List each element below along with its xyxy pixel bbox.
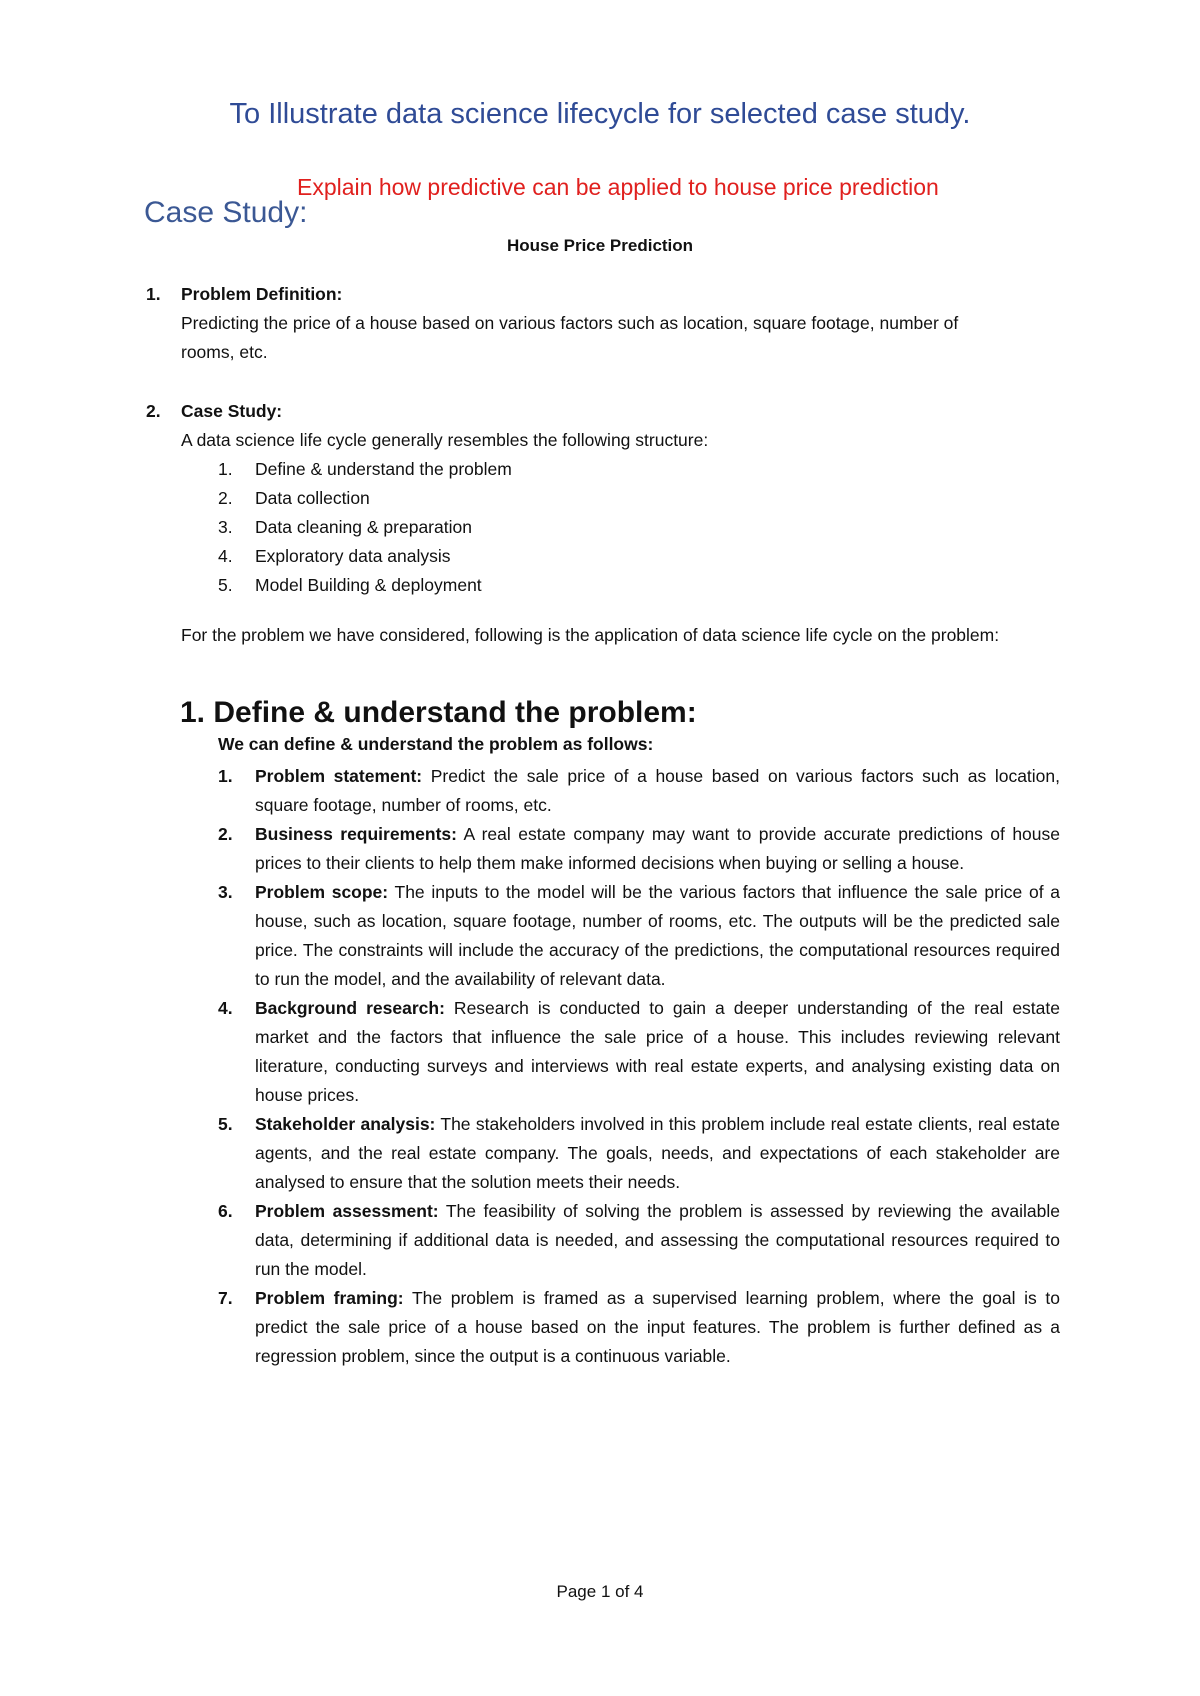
list-item: [218, 1197, 1060, 1284]
list-item: [218, 820, 1060, 878]
point-label: Problem scope:: [255, 882, 389, 902]
item-heading: Problem Definition:: [181, 284, 343, 304]
list-item: [218, 994, 1060, 1110]
case-study-heading: Case Study:: [144, 196, 308, 229]
section-intro: We can define & understand the problem as follows:: [218, 734, 654, 754]
list-label: Define & understand the problem: [255, 459, 512, 479]
instruction-note: Explain how predictive can be applied to house price prediction: [297, 174, 939, 200]
item-text: Predicting the price of a house based on various factors such as location, square footage, number of rooms, etc.: [181, 313, 959, 362]
list-number: 7.: [218, 1288, 233, 1308]
list-number: 1.: [218, 459, 233, 479]
point-label: Background research:: [255, 998, 445, 1018]
case-study-subtitle: House Price Prediction: [506, 236, 694, 255]
item-text: A data science life cycle generally resembles the following structure:: [181, 430, 709, 450]
list-label: Data collection: [255, 488, 370, 508]
item-heading: Case Study:: [181, 401, 283, 421]
point-text: The feasibility of solving the problem is assessed by reviewing the available data, determining if additional data is needed, and assessing the computational resources required to run the model.: [255, 1201, 1061, 1279]
list-number: 3.: [218, 517, 233, 537]
point-label: Problem framing:: [255, 1288, 404, 1308]
point-label: Problem statement:: [255, 766, 423, 786]
item-number: 2.: [146, 401, 161, 421]
list-number: 2.: [218, 824, 233, 844]
list-item: [218, 878, 1060, 994]
point-label: Business requirements:: [255, 824, 457, 844]
point-text: The stakeholders involved in this problem include real estate clients, real estate agents, and the real estate company. The goals, needs, and expectations of each stakeholder are analysed to ensure that the solution meets their needs.: [255, 1114, 1060, 1192]
list-number: 2.: [218, 488, 233, 508]
list-item: [218, 1110, 1060, 1197]
point-label: Problem assessment:: [255, 1201, 439, 1221]
point-text: The problem is framed as a supervised learning problem, where the goal is to predict the sale price of a house based on the input features. The problem is further defined as a regression problem, since the output is a continuous variable.: [255, 1288, 1060, 1366]
list-number: 1.: [218, 766, 233, 786]
list-number: 5.: [218, 1114, 233, 1134]
page-number: Page 1 of 4: [556, 1582, 644, 1601]
list-number: 6.: [218, 1201, 233, 1221]
point-text: A real estate company may want to provide accurate predictions of house prices to their clients to help them make informed decisions when buying or selling a house.: [255, 824, 1060, 873]
list-item: [218, 762, 1060, 820]
point-text: The inputs to the model will be the various factors that influence the sale price of a house, such as location, square footage, number of rooms, etc. The outputs will be the predicted sale price. The constraints will include the accuracy of the predictions, the computational resources required to run the model, and the availability of relevant data.: [255, 882, 1060, 989]
point-text: Research is conducted to gain a deeper understanding of the real estate market and the factors that influence the sale price of a house. This includes reviewing relevant literature, conducting surveys and interviews with real estate experts, and analysing existing data on house prices.: [255, 998, 1060, 1105]
list-number: 5.: [218, 575, 233, 595]
point-label: Stakeholder analysis:: [255, 1114, 436, 1134]
list-number: 3.: [218, 882, 233, 902]
list-number: 4.: [218, 546, 233, 566]
case-study-item: [181, 397, 1061, 455]
problem-definition-item: [181, 280, 1061, 367]
list-label: Data cleaning & preparation: [255, 517, 472, 537]
lifecycle-closing-paragraph: For the problem we have considered, following is the application of data science life cycle on the problem:: [181, 625, 1000, 645]
item-number: 1.: [146, 284, 161, 304]
list-number: 4.: [218, 998, 233, 1018]
problem-understanding-list: [218, 762, 1060, 1371]
list-label: Model Building & deployment: [255, 575, 482, 595]
document-title: To Illustrate data science lifecycle for selected case study.: [229, 98, 971, 130]
point-text: Predict the sale price of a house based on various factors such as location, square footage, number of rooms, etc.: [255, 766, 1060, 815]
list-item: [218, 1284, 1060, 1371]
section-heading: 1. Define & understand the problem:: [180, 696, 697, 729]
list-label: Exploratory data analysis: [255, 546, 451, 566]
